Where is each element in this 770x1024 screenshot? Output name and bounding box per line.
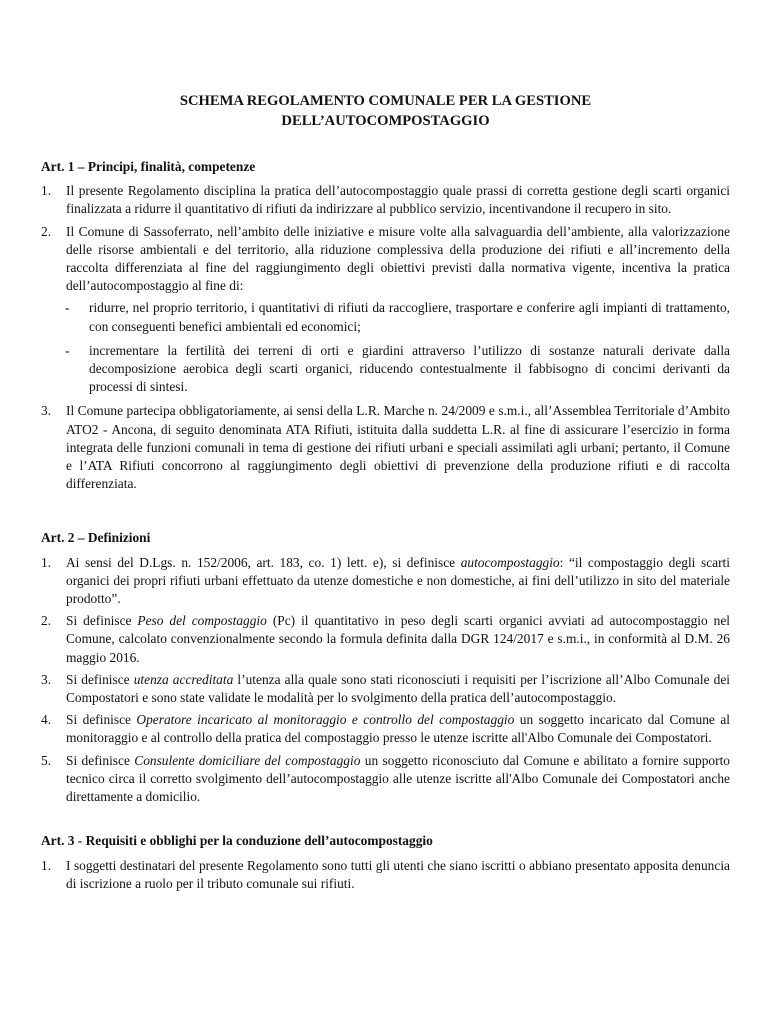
defined-term: autocompostaggio (460, 554, 560, 570)
article-1 (41, 158, 730, 493)
document-title (41, 92, 730, 131)
section-spacer (41, 497, 730, 529)
defined-term: utenza accreditata (133, 671, 234, 687)
article-3-paragraph-1 (41, 857, 730, 893)
paragraph-text-before: Ai sensi del D.Lgs. n. 152/2006, art. 183, co. 1) lett. e), si definisce (66, 554, 461, 570)
article-2-paragraph-1 (41, 554, 730, 609)
paragraph-number: 5. (41, 752, 52, 768)
paragraph-number: 1. (41, 857, 52, 873)
defined-term: Peso del compostaggio (137, 613, 267, 629)
article-1-paragraph-1 (41, 182, 730, 218)
section-spacer (41, 810, 730, 832)
paragraph-number: 3. (41, 671, 52, 687)
paragraph-number: 1. (41, 554, 52, 570)
paragraph-text-after: (Pc) il quantitativo in peso degli scarti organici avviati ad autocompostaggio nel Comune, calcolato convenzionalmente secondo la formula definita dalla DGR 124/2017 e s.m.i., in conformità al D.M. 26 maggio 2016. (66, 613, 731, 665)
paragraph-number: 4. (41, 712, 52, 728)
paragraph-text-after: un soggetto incaricato dal Comune al monitoraggio e al controllo della pratica del compostaggio presso le utenze iscritte all'Albo Comunale dei Compostatori. (66, 712, 730, 746)
paragraph-text: Il Comune di Sassoferrato, nell’ambito delle iniziative e misure volte alla salvaguardia dell’ambiente, alla valorizzazione delle risorse ambientali e del territorio, alla riduzione complessiva della produzione dei rifiuti e all’incremento della raccolta differenziata al fine del raggiungimento degli obiettivi previsti dalla normativa vigente, incentiva la pratica dell’autocompostaggio al fine di: (66, 223, 730, 294)
paragraph-number: 1. (41, 183, 52, 199)
article-2-paragraph-5 (41, 752, 730, 807)
defined-term: Operatore incaricato al monitoraggio e controllo del compostaggio (136, 712, 515, 728)
article-3 (41, 832, 730, 893)
paragraph-text-after: : “il compostaggio degli scarti organici dei propri rifiuti urbani effettuato da utenze domestiche e non domestiche, ai fini dell’utilizzo in sito del materiale prodotto”. (66, 554, 730, 607)
article-1-paragraph-2 (41, 223, 730, 296)
paragraph-text: Il presente Regolamento disciplina la pratica dell’autocompostaggio quale prassi di corretta gestione degli scarti organici finalizzata a ridurre il quantitativo di rifiuti da indirizzare al pubblico servizio, incentivandone il recupero in sito. (66, 183, 730, 217)
paragraph-text-before: Si definisce (66, 613, 138, 629)
article-2-paragraph-2 (41, 612, 730, 667)
article-1-heading: Art. 1 – Principi, finalità, competenze (41, 159, 256, 174)
paragraph-number: 2. (41, 613, 52, 629)
article-1-sublist (41, 299, 730, 396)
article-2-heading: Art. 2 – Definizioni (41, 530, 151, 546)
article-3-heading: Art. 3 - Requisiti e obblighi per la conduzione dell’autocompostaggio (41, 833, 433, 849)
sublist-item-text: incrementare la fertilità dei terreni di orti e giardini attraverso l’utilizzo di sostanze naturali derivate dalla decomposizione aerobica degli scarti organici, riducendo contestualmente il fabbisogno di concimi derivanti da processi di sintesi. (89, 342, 730, 395)
paragraph-text: Il Comune partecipa obbligatoriamente, ai sensi della L.R. Marche n. 24/2009 e s.m.i., all’Assemblea Territoriale d’Ambito ATO2 - Ancona, di seguito denominata ATA Rifiuti, istituita dalla suddetta L.R. al fine di assicurare l’esercizio in forma integrata delle funzioni comunali in tema di gestione dei rifiuti urbani e speciali assimilati agli urbani; pertanto, il Comune e l’ATA Rifiuti concorrono al raggiungimento degli obiettivi di prevenzione della produzione rifiuti e di raccolta differenziata. (66, 403, 730, 492)
paragraph-text-before: Si definisce (66, 712, 137, 728)
paragraph-text-after: un soggetto riconosciuto dal Comune e abilitato a fornire supporto tecnico circa il corretto svolgimento dell’autocompostaggio alle utenze iscritte all'Albo Comunale dei Compostatori anche direttamente a domicilio. (66, 752, 730, 805)
article-2-paragraph-4 (41, 711, 730, 747)
sublist-item-text: ridurre, nel proprio territorio, i quantitativi di rifiuti da raccogliere, trasportare e conferire agli impianti di trattamento, con conseguenti benefici ambientali ed economici; (89, 300, 730, 334)
title-line-1: SCHEMA REGOLAMENTO COMUNALE PER LA GESTIONE (179, 93, 592, 109)
article-2-paragraph-3 (41, 671, 730, 707)
dash-bullet: - (65, 342, 70, 358)
paragraph-text-before: Si definisce (66, 671, 134, 687)
article-1-paragraph-3 (41, 402, 730, 493)
dash-bullet: - (65, 300, 70, 316)
article-2 (41, 529, 730, 806)
paragraph-number: 2. (41, 223, 52, 239)
defined-term: Consulente domiciliare del compostaggio (134, 752, 361, 768)
paragraph-text-after: l’utenza alla quale sono stati riconosciuti i requisiti per l’iscrizione all’Albo Comunale dei Compostatori e sono state validate le modalità per lo svolgimento della pratica dell’autocompostaggio. (66, 671, 730, 706)
title-line-2: DELL’AUTOCOMPOSTAGGIO (281, 112, 490, 129)
paragraph-text: I soggetti destinatari del presente Regolamento sono tutti gli utenti che siano iscritti o abbiano presentato apposita denuncia di iscrizione a ruolo per il tributo comunale sui rifiuti. (66, 857, 730, 891)
paragraph-text-before: Si definisce (66, 752, 135, 768)
sublist-item (41, 299, 730, 335)
sublist-item (41, 342, 730, 397)
paragraph-number: 3. (41, 403, 52, 419)
